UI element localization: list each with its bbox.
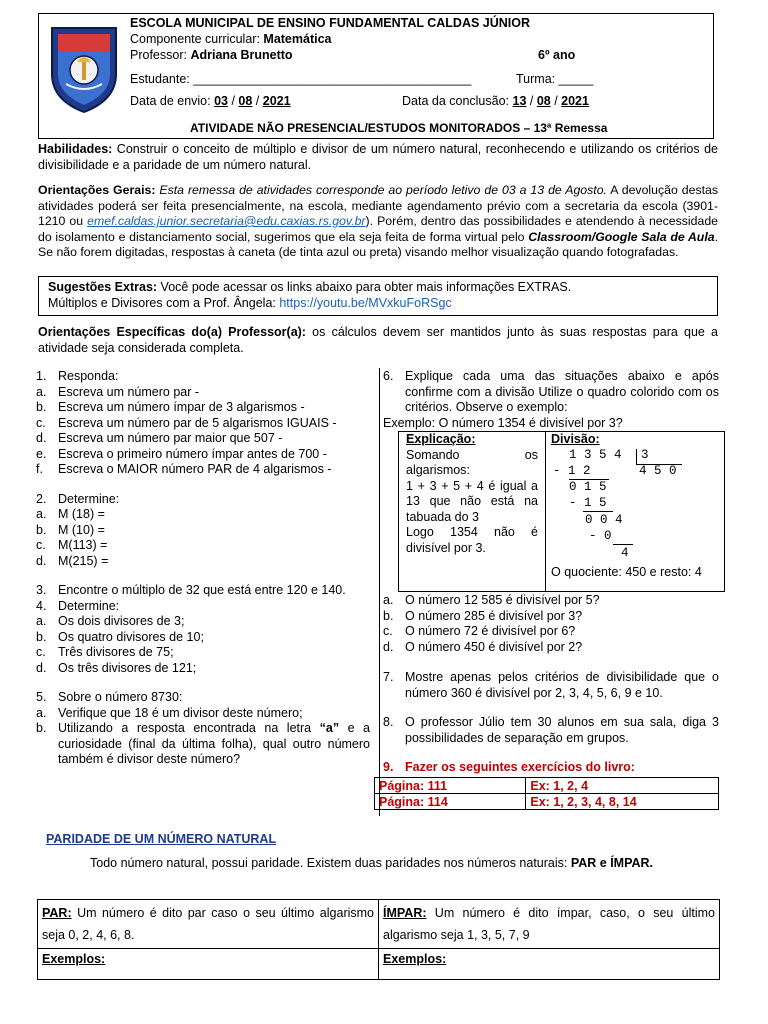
question-6-items: [383, 593, 600, 655]
division-dividend: 1 3 5 4: [569, 448, 622, 462]
question-1b: b. Escreva um número ímpar de 3 algarismos -: [36, 400, 305, 414]
date-sep: /: [228, 94, 239, 108]
book-row: [375, 794, 719, 810]
classroom-text: Classroom/Google Sala de Aula: [528, 229, 715, 244]
explanation-sum: 1 + 3 + 5 + 4 é igual a 13 que não está na tabuada do 3: [406, 478, 538, 524]
skills-label: Habilidades:: [38, 142, 113, 156]
send-month: 08: [238, 94, 253, 108]
school-name: ESCOLA MUNICIPAL DE ENSINO FUNDAMENTAL CALDAS JÚNIOR: [130, 16, 531, 30]
parity-intro: [46, 852, 718, 875]
send-date-label: Data de envio:: [130, 94, 215, 108]
par-cell: [38, 900, 379, 949]
end-day: 13: [512, 94, 527, 108]
parity-intro-bold: PAR e ÍMPAR.: [570, 856, 654, 870]
student-field[interactable]: Estudante: ________________________________________: [130, 72, 472, 86]
class-field[interactable]: Turma: _____: [516, 72, 594, 86]
send-year: 2021: [262, 94, 291, 108]
teacher-value: Adriana Brunetto: [190, 48, 293, 62]
question-1a: a. Escreva um número par -: [36, 384, 200, 399]
teacher-line: [130, 48, 293, 62]
impar-text: Um número é dito ímpar, caso, o seu último algarismo seja 1, 3, 5, 7, 9: [383, 906, 715, 942]
activity-title: ATIVIDADE NÃO PRESENCIAL/ESTUDOS MONITORADOS – 13ª Remessa: [190, 121, 608, 135]
question-4: 4. Determine:: [36, 598, 120, 613]
date-sep: /: [550, 94, 562, 108]
impar-cell: [379, 900, 720, 949]
question-6c: c. O número 72 é divisível por 6?: [383, 624, 576, 638]
division-step-3: - 1 5: [569, 496, 607, 510]
question-4d: d. Os três divisores de 121;: [36, 660, 197, 675]
specific-text: os cálculos devem ser mantidos junto às suas respostas para que a atividade seja considerada completa.: [38, 325, 719, 355]
specific-label: Orientações Específicas do(a) Professor(a):: [38, 325, 306, 339]
school-email-link[interactable]: emef.caldas.junior.secretaria@edu.caxias.rs.gov.br: [87, 214, 366, 228]
youtube-link[interactable]: https://youtu.be/MVxkuFoRSgc: [279, 296, 452, 310]
extras-line1: [48, 280, 571, 294]
division-quotient: 4 5 0: [639, 464, 677, 478]
division-result: O quociente: 450 e resto: 4: [551, 565, 702, 579]
extras-label: Sugestões Extras:: [48, 280, 158, 294]
impar-label: ÍMPAR:: [383, 906, 427, 920]
question-2: 2. Determine:: [36, 491, 120, 506]
question-6b: b. O número 285 é divisível por 3?: [383, 608, 583, 623]
end-date-label: Data da conclusão:: [402, 94, 513, 108]
parity-intro-text: Todo número natural, possui paridade. Existem duas paridades nos números naturais:: [90, 856, 571, 870]
date-sep: /: [526, 94, 537, 108]
par-examples-cell: [38, 949, 379, 980]
question-2c: c. M(113) =: [36, 538, 108, 552]
question-9: 9. Fazer os seguintes exercícios do livro:: [383, 760, 635, 774]
explanation-label: Explicação:: [406, 432, 476, 446]
component-line: [130, 32, 332, 46]
question-4b: b. Os quatro divisores de 10;: [36, 629, 204, 644]
question-1c: c. Escreva um número par de 5 algarismos IGUAIS -: [36, 415, 337, 430]
general-text1: A devolução destas atividades poderá ser feita presencialmente, na escola, mediante agendamento prévio com a secretaria da escola (3901-1210 ou: [38, 183, 718, 228]
long-division: [551, 447, 721, 567]
question-1f: f. Escreva o MAIOR número PAR de 4 algarismos -: [36, 462, 332, 476]
example-question: Exemplo: O número 1354 é divisível por 3?: [383, 416, 623, 430]
book-exercises-table: [374, 777, 719, 810]
general-label: Orientações Gerais:: [38, 183, 156, 197]
general-italic: Esta remessa de atividades corresponde ao período letivo de 03 a 13 de Agosto.: [155, 183, 607, 197]
left-column: [36, 369, 370, 768]
general-paragraph: [38, 183, 718, 261]
question-4a: a. Os dois divisores de 3;: [36, 614, 185, 628]
question-2a: a. M (18) =: [36, 507, 105, 521]
division-line: [583, 511, 613, 512]
book-exercise-cell: Ex: 1, 2, 4: [526, 778, 719, 794]
extras-line2-text: Múltiplos e Divisores com a Prof. Ângela:: [48, 296, 280, 310]
division-remainder: 4: [621, 546, 629, 560]
question-8: 8. O professor Júlio tem 30 alunos em sua sala, diga 3 possibilidades de separação em grupos.: [383, 715, 719, 745]
end-date: [402, 94, 589, 108]
book-page-cell: Página: 111: [375, 778, 526, 794]
question-1d: d. Escreva um número par maior que 507 -: [36, 431, 283, 445]
example-box-divider: [545, 431, 546, 592]
grade: 6º ano: [538, 48, 576, 62]
division-bracket: [636, 449, 637, 465]
book-exercise-cell: Ex: 1, 2, 3, 4, 8, 14: [526, 794, 719, 810]
question-6: 6. Explique cada uma das situações abaixo e após confirme com a divisão Utilize o quadro colorido com os critérios. Observe o exemplo:: [383, 369, 719, 414]
impar-examples-label: Exemplos:: [383, 952, 447, 966]
par-examples-label: Exemplos:: [42, 952, 106, 966]
explanation-text: Somando os algarismos:: [406, 447, 538, 477]
skills-text: Construir o conceito de múltiplo e divisor de um número natural, reconhecendo e utilizando os critérios de divisibilidade e a paridade de um número natural.: [38, 142, 718, 172]
question-6d: d. O número 450 é divisível por 2?: [383, 639, 583, 654]
question-6a: a. O número 12 585 é divisível por 5?: [383, 593, 600, 607]
explanation: [406, 432, 538, 556]
question-5a: a. Verifique que 18 é um divisor deste número;: [36, 705, 303, 720]
school-crest-icon: [46, 22, 122, 114]
explanation-conclusion: Logo 1354 não é divisível por 3.: [406, 525, 538, 555]
division-step-4: 0 0 4: [585, 513, 623, 527]
book-row: [375, 778, 719, 794]
end-year: 2021: [561, 94, 589, 108]
teacher-label: Professor:: [130, 48, 191, 62]
send-day: 03: [214, 94, 228, 108]
division-divisor: 3: [641, 448, 649, 462]
general-text2: ). Porém, dentro das possibilidades e atendendo à necessidade do isolamento e distanciamento social, sugerimos que ela seja feita de forma virtual pelo: [38, 214, 718, 244]
parity-table: [37, 899, 720, 980]
division-label: Divisão:: [551, 432, 600, 446]
extras-text: Você pode acessar os links abaixo para obter mais informações EXTRAS.: [157, 280, 572, 294]
question-3: 3. Encontre o múltiplo de 32 que está entre 120 e 140.: [36, 583, 346, 597]
general-text3: . Se não forem digitadas, respostas à caneta (de tinta azul ou preta) visando melhor visualização quando fotografadas.: [38, 229, 718, 259]
division-step-1: - 1 2: [553, 464, 591, 478]
question-5b: b. Utilizando a resposta encontrada na letra “a” e a curiosidade (final da última folha), qual outro número também é divisor deste número?: [36, 721, 371, 766]
end-month: 08: [536, 94, 551, 108]
question-1: 1. Responda:: [36, 369, 119, 383]
parity-title: PARIDADE DE UM NÚMERO NATURAL: [46, 832, 277, 846]
question-1e: e. Escreva o primeiro número ímpar antes de 700 -: [36, 446, 327, 461]
question-2d: d. M(215) =: [36, 553, 109, 568]
component-label: Componente curricular:: [130, 32, 264, 46]
specific-paragraph: [38, 324, 718, 356]
question-4c: c. Três divisores de 75;: [36, 645, 174, 659]
date-sep: /: [252, 94, 263, 108]
division-line: [613, 544, 633, 545]
division-step-2: 0 1 5: [569, 480, 607, 494]
column-divider: [379, 368, 380, 816]
component-value: Matemática: [263, 32, 332, 46]
division-step-5: - 0: [589, 529, 612, 543]
book-page-cell: Página: 114: [375, 794, 526, 810]
extras-line2: [48, 296, 452, 310]
send-date: [130, 94, 291, 108]
par-label: PAR:: [42, 906, 72, 920]
question-2b: b. M (10) =: [36, 522, 105, 537]
par-text: Um número é dito par caso o seu último algarismo seja 0, 2, 4, 6, 8.: [42, 906, 374, 942]
question-5: 5. Sobre o número 8730:: [36, 690, 183, 704]
skills-paragraph: [38, 141, 718, 173]
question-7: 7. Mostre apenas pelos critérios de divisibilidade que o número 360 é divisível por 2, 3, 4, 5, 6, 9 e 10.: [383, 670, 719, 700]
impar-examples-cell: [379, 949, 720, 980]
